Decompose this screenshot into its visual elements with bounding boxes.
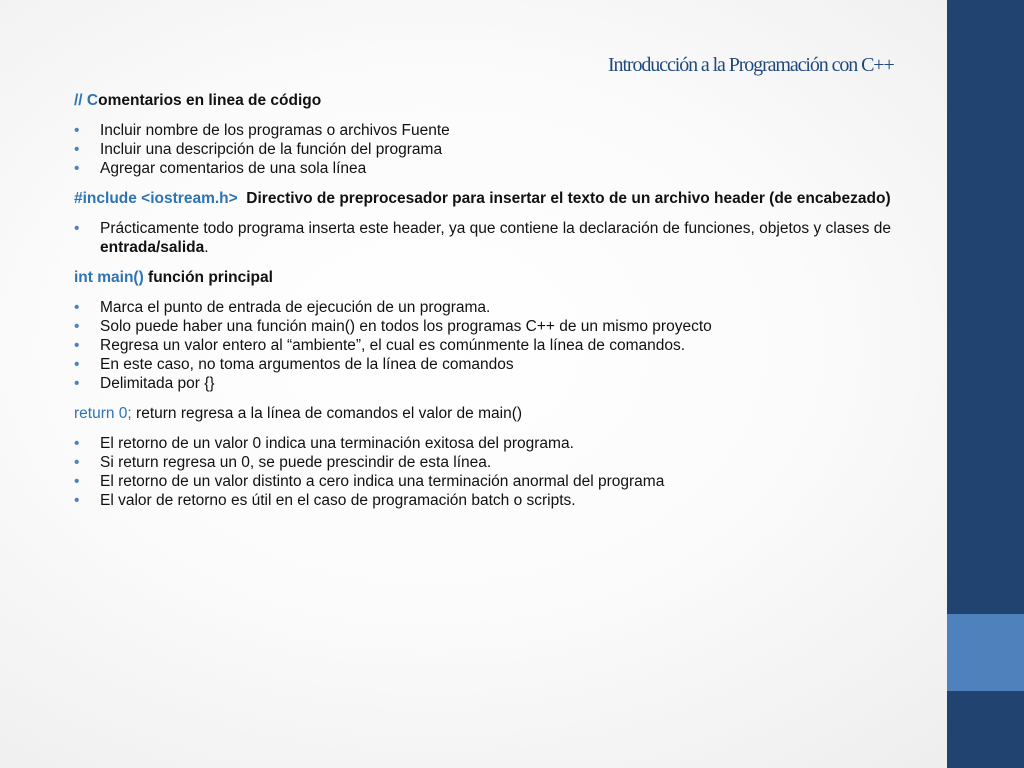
heading-text: Directivo de preprocesador para insertar el texto de un archivo header (de encabezado) <box>237 190 891 207</box>
list-item-text: Incluir nombre de los programas o archivos Fuente <box>100 122 450 139</box>
list-item-text: Agregar comentarios de una sola línea <box>100 160 367 177</box>
heading-code: // C <box>74 92 99 109</box>
list-item <box>74 434 924 453</box>
section-heading-include <box>74 189 924 208</box>
list-item-end: . <box>204 239 209 256</box>
bullet-icon: • <box>74 141 80 158</box>
bullet-icon: • <box>74 220 80 237</box>
slide-content <box>74 91 924 510</box>
slide-title: Introducción a la Programación con C++ <box>608 54 894 76</box>
bullet-icon: • <box>74 356 80 373</box>
list-item-text: Delimitada por {} <box>100 375 215 392</box>
list-item <box>74 491 924 510</box>
list-item-text: En este caso, no toma argumentos de la línea de comandos <box>100 356 514 373</box>
list-item-text: Prácticamente todo programa inserta este header, ya que contiene la declaración de funciones, objetos y clases de <box>100 220 891 237</box>
list-item <box>74 140 924 159</box>
list-item <box>74 472 924 491</box>
list-item <box>74 219 924 257</box>
heading-text: return regresa a la línea de comandos el valor de main() <box>131 405 523 422</box>
list-item-text: Si return regresa un 0, se puede prescindir de esta línea. <box>100 454 492 471</box>
list-item-text: El valor de retorno es útil en el caso de programación batch o scripts. <box>100 492 576 509</box>
list-item <box>74 355 924 374</box>
bullet-icon: • <box>74 337 80 354</box>
list-item-text: El retorno de un valor distinto a cero indica una terminación anormal del programa <box>100 473 665 490</box>
list-item-bold: entrada/salida <box>100 239 205 256</box>
list-item <box>74 336 924 355</box>
section-heading-comments <box>74 91 924 110</box>
list-item <box>74 298 924 317</box>
heading-text: omentarios en linea de código <box>98 92 322 109</box>
bullet-icon: • <box>74 375 80 392</box>
list-item <box>74 121 924 140</box>
list-item-text: Incluir una descripción de la función del programa <box>100 141 443 158</box>
list-item <box>74 374 924 393</box>
sidebar-accent-square <box>947 614 1024 691</box>
list-item <box>74 453 924 472</box>
bullet-icon: • <box>74 299 80 316</box>
heading-code: return 0; <box>74 405 132 422</box>
list-item-text: Marca el punto de entrada de ejecución de un programa. <box>100 299 491 316</box>
bullet-icon: • <box>74 160 80 177</box>
bullet-icon: • <box>74 435 80 452</box>
heading-text: función principal <box>143 269 273 286</box>
list-item-text: El retorno de un valor 0 indica una terminación exitosa del programa. <box>100 435 574 452</box>
list-item-text: Solo puede haber una función main() en todos los programas C++ de un mismo proyecto <box>100 318 712 335</box>
heading-code: int main() <box>74 269 144 286</box>
bullet-icon: • <box>74 318 80 335</box>
list-item <box>74 317 924 336</box>
list-item <box>74 159 924 178</box>
section-heading-return <box>74 404 924 423</box>
bullet-icon: • <box>74 473 80 490</box>
bullet-icon: • <box>74 454 80 471</box>
bullet-icon: • <box>74 122 80 139</box>
bullet-icon: • <box>74 492 80 509</box>
heading-code: #include <iostream.h> <box>74 190 238 207</box>
list-item-text: Regresa un valor entero al “ambiente”, el cual es comúnmente la línea de comandos. <box>100 337 686 354</box>
section-heading-main <box>74 268 924 287</box>
